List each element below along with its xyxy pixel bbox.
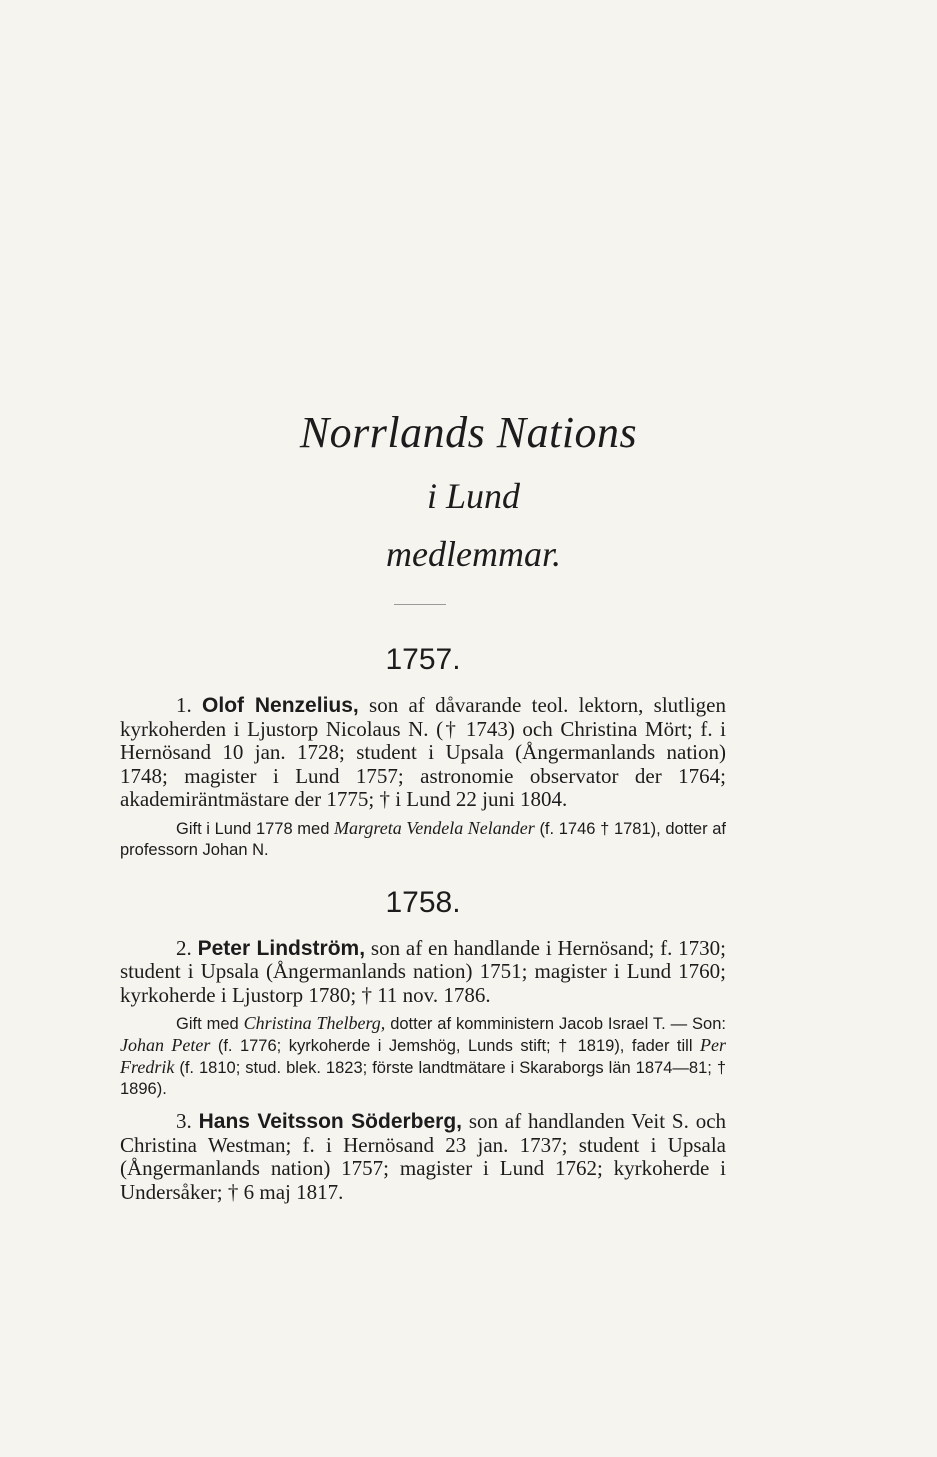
note-text: dotter af komministern Jacob Israel T. — Son: [390, 1015, 726, 1033]
note-text: Gift i Lund 1778 med [176, 819, 330, 838]
marriage-note [120, 818, 726, 861]
entries-column [120, 630, 726, 1204]
marriage-note [120, 1013, 726, 1100]
entry-number: 3. [176, 1109, 192, 1133]
member-name: Peter Lindström, [197, 936, 366, 960]
entry-number: 1. [176, 693, 192, 717]
son-name: Johan Peter [120, 1035, 211, 1055]
title-subheading: i Lund [426, 476, 521, 516]
member-name: Hans Veitsson Söderberg, [198, 1110, 463, 1133]
spouse-name: Margreta Vendela Nelander [334, 817, 535, 838]
year-heading: 1757. [385, 643, 461, 676]
spouse-name: Christina Thelberg, [243, 1013, 386, 1033]
member-entry [120, 694, 726, 812]
member-entry [120, 937, 726, 1008]
member-name: Olof Nenzelius, [202, 694, 359, 717]
entry-number: 2. [176, 935, 192, 960]
note-text: (f. 1810; stud. blek. 1823; förste landtmätare i Skaraborgs län 1874—81; † 1896). [120, 1059, 727, 1098]
note-text: (f. 1776; kyrkoherde i Jemshög, Lunds stift; † 1819), fader till [217, 1037, 693, 1055]
member-biography: son af dåvarande teol. lektorn, slutligen kyrkoherden i Ljustorp Nicolaus N. († 1743) och Christina Mört; f. i Hernösand 10 jan. 1728; student i Upsala (Ångermanlands nation) 1748; magister i Lund 1757; astronomie observator der 1764; akademiräntmästare der 1775; † i Lund 22 juni 1804. [120, 693, 726, 811]
note-text: (f. 1746 † 1781), dotter af professorn Johan N. [120, 819, 726, 859]
member-biography: son af en handlande i Hernösand; f. 1730; student i Upsala (Ångermanlands nation) 1751; magister i Lund 1760; kyrkoherde i Ljustorp 1780; † 11 nov. 1786. [120, 935, 727, 1007]
year-heading: 1758. [385, 885, 461, 919]
grandson-name: Per Fredrik [120, 1035, 726, 1077]
note-text: Gift med [176, 1015, 239, 1033]
title-heading: Norrlands Nations [299, 408, 638, 457]
title-divider [394, 604, 446, 605]
title-subheading-2: medlemmar. [386, 534, 561, 574]
title-block [0, 400, 937, 582]
member-biography: son af handlanden Veit S. och Christina Westman; f. i Hernösand 23 jan. 1737; student i Upsala (Ångermanlands nation) 1757; magister i Lund 1762; kyrkoherde i Undersåker; † 6 maj 1817. [120, 1109, 727, 1204]
member-entry [120, 1110, 726, 1204]
